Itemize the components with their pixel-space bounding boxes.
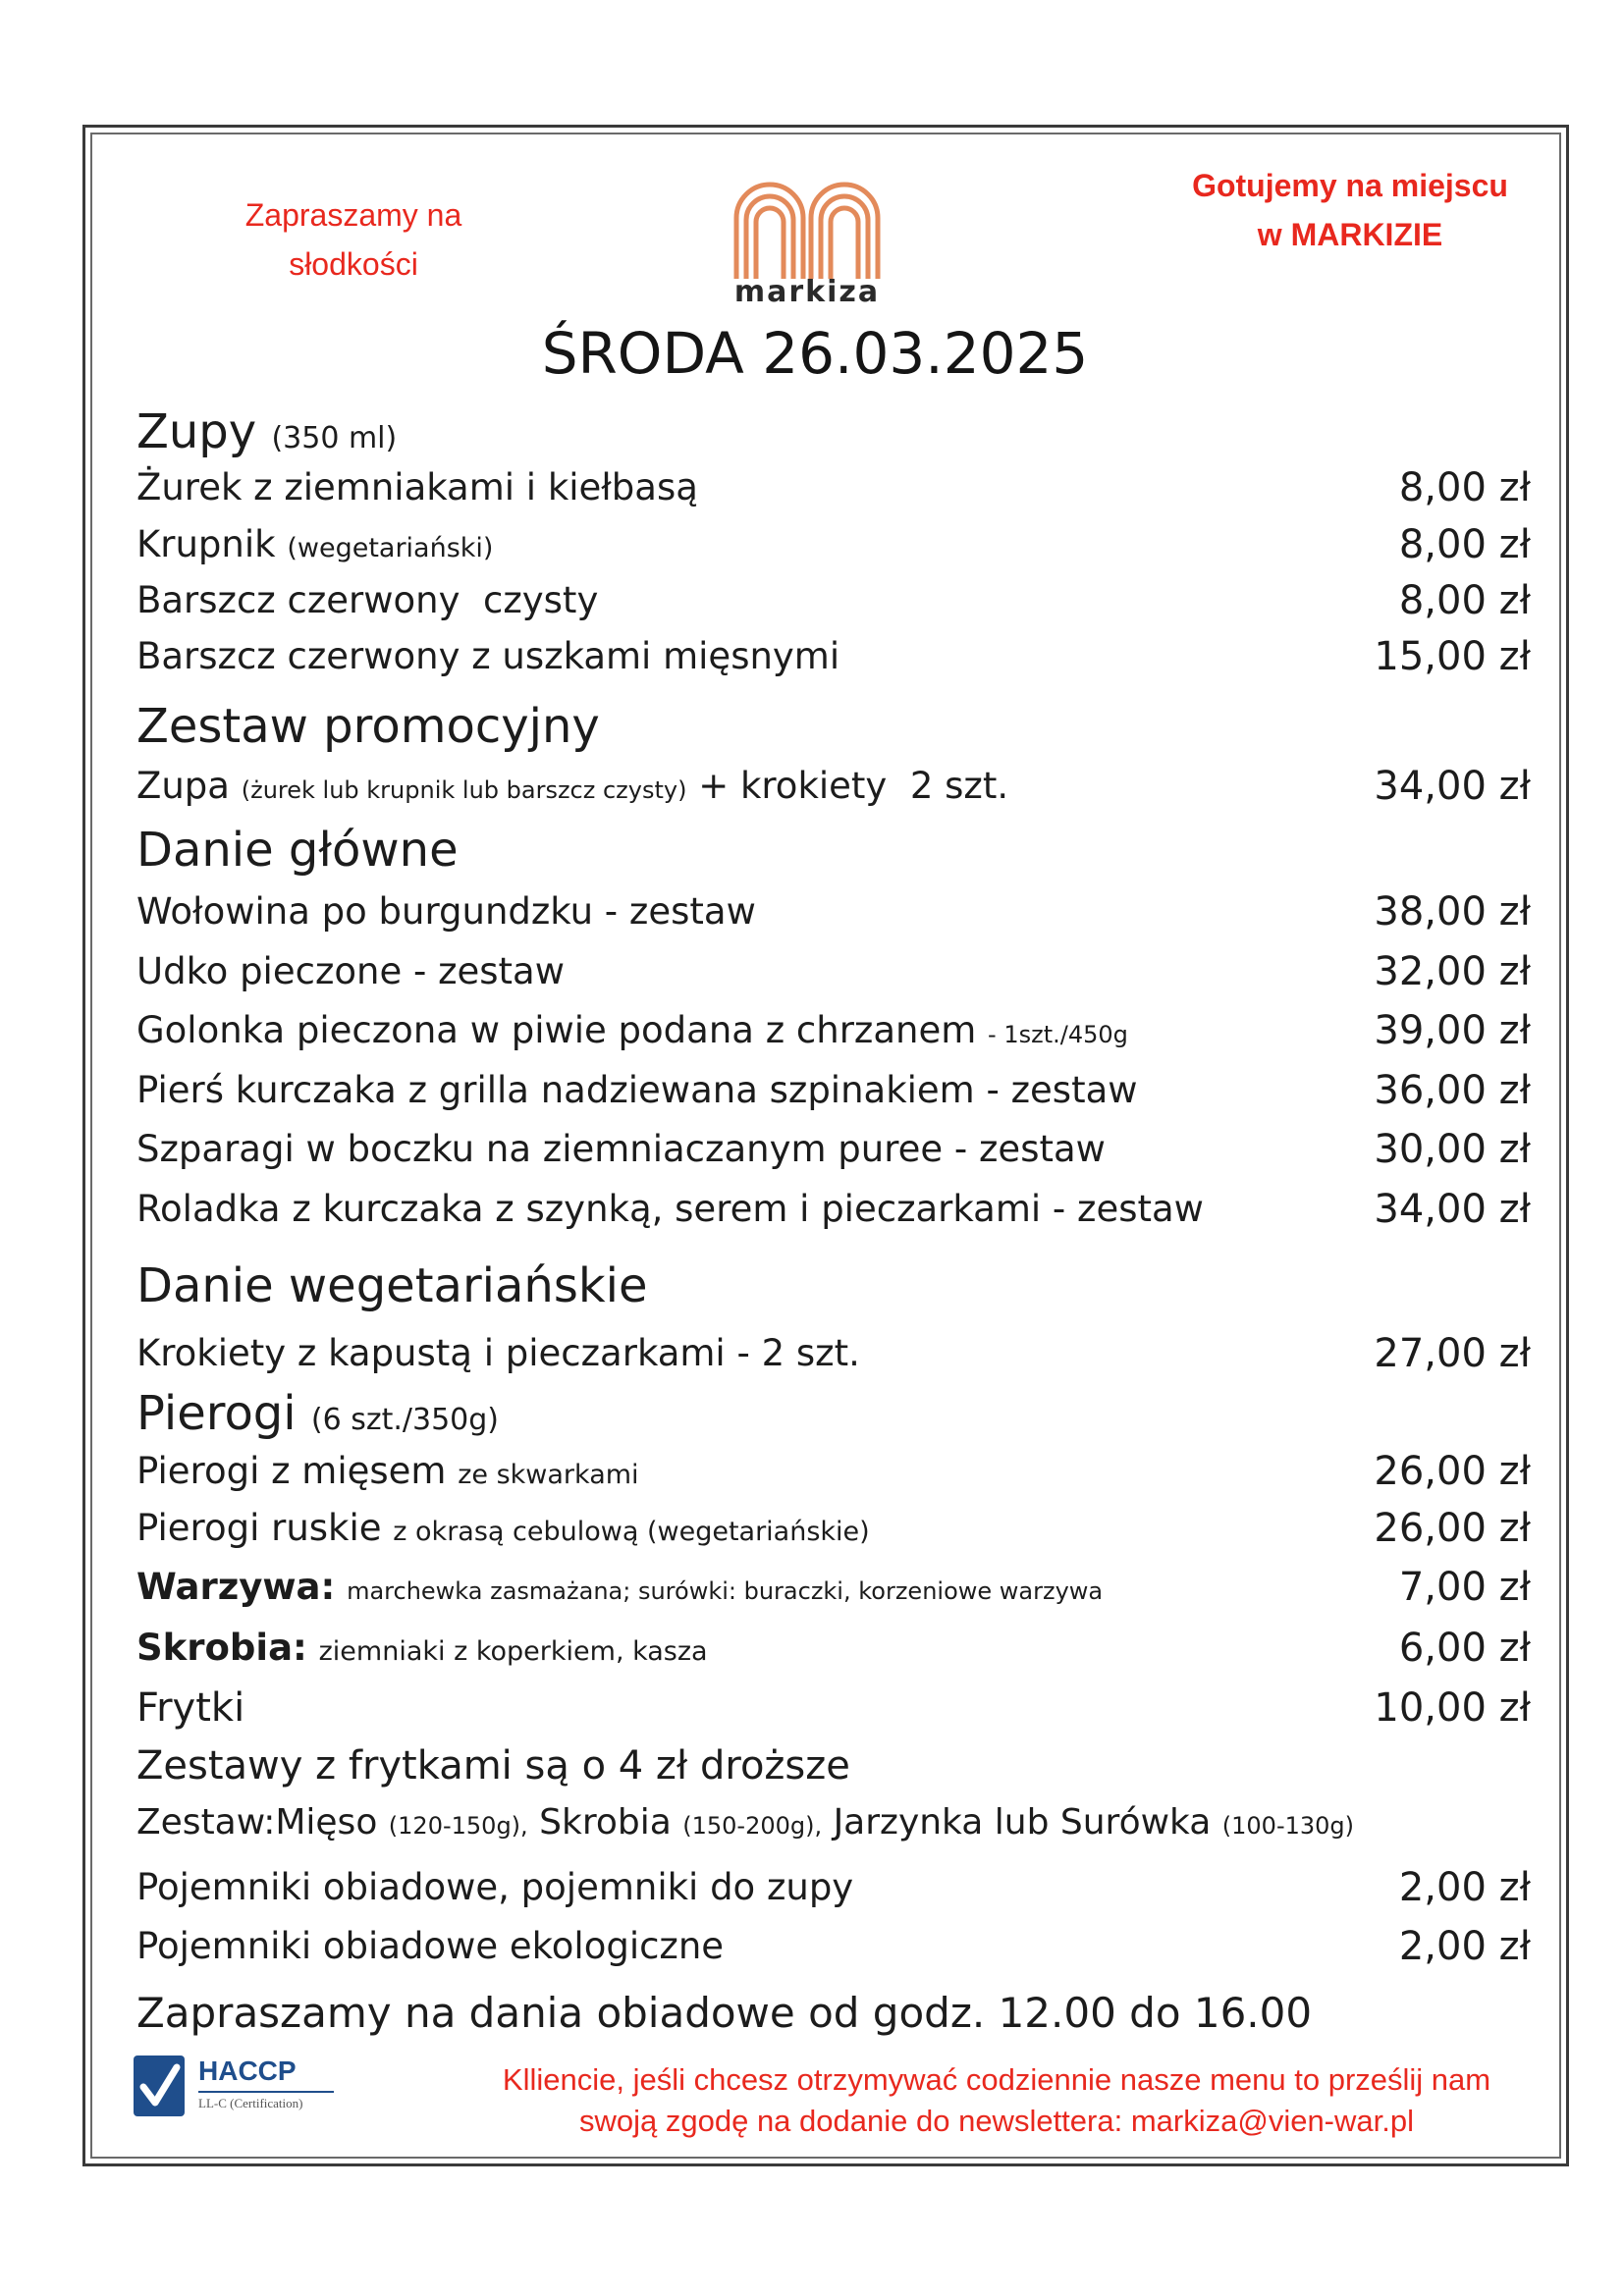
haccp-check-icon <box>134 2056 185 2116</box>
item-note: z okrasą cebulową (wegetariańskie) <box>393 1517 870 1547</box>
menu-row <box>136 887 1531 936</box>
newsletter-note <box>432 2059 1561 2142</box>
item-name: Szparagi w boczku na ziemniaczanym puree - zestaw <box>136 1128 1106 1170</box>
soups-heading: Zupy <box>136 404 257 459</box>
starch-label: Skrobia: <box>136 1627 307 1669</box>
sweets-invite-line1: Zapraszamy na <box>244 197 462 233</box>
menu-row <box>136 1863 1531 1912</box>
cooking-onsite-line2: w MARKIZIE <box>1257 217 1443 252</box>
pierogi-heading: Pierogi <box>136 1386 297 1441</box>
item-price: 2,00 zł <box>1398 1924 1531 1969</box>
newsletter-line1: Klliencie, jeśli chcesz otrzymywać codziennie nasze menu to prześlij nam <box>502 2062 1491 2097</box>
item-name <box>136 520 493 573</box>
item-name: Pojemniki obiadowe, pojemniki do zupy <box>136 1866 854 1908</box>
menu-row <box>136 1624 1531 1673</box>
item-name: Udko pieczone - zestaw <box>136 950 565 992</box>
item-name-text: Pierogi ruskie <box>136 1507 382 1549</box>
item-name: Barszcz czerwony z uszkami mięsnymi <box>136 635 840 677</box>
item-note: - 1szt./450g <box>988 1021 1128 1048</box>
haccp-badge <box>134 2052 340 2120</box>
menu-date: ŚRODA 26.03.2025 <box>541 320 1089 387</box>
item-price: 36,00 zł <box>1374 1068 1531 1113</box>
logo-wordmark: markiza <box>733 275 881 309</box>
section-promo-title: Zestaw promocyjny <box>136 699 600 754</box>
menu-row <box>136 1563 1531 1612</box>
haccp-divider <box>198 2091 334 2093</box>
haccp-subtitle: LL-C (Certification) <box>198 2096 303 2110</box>
item-name: Pojemniki obiadowe ekologiczne <box>136 1925 725 1967</box>
lunch-hours-note: Zapraszamy na dania obiadowe od godz. 12.00 do 16.00 <box>136 1989 1313 2037</box>
item-price: 38,00 zł <box>1374 889 1531 934</box>
item-note: ziemniaki z koperkiem, kasza <box>318 1636 708 1667</box>
item-price: 32,00 zł <box>1374 949 1531 994</box>
item-name <box>136 762 1008 815</box>
menu-row <box>136 1922 1531 1971</box>
menu-row <box>136 1185 1531 1234</box>
item-name: Żurek z ziemniakami i kiełbasą <box>136 466 698 508</box>
item-name <box>136 1563 1103 1616</box>
item-name-text: Pierogi z mięsem <box>136 1450 447 1492</box>
soups-portion: (350 ml) <box>271 421 398 455</box>
item-name: Barszcz czerwony czysty <box>136 579 599 621</box>
cooking-onsite-line1: Gotujemy na miejscu <box>1192 168 1508 203</box>
menu-row <box>136 463 1531 512</box>
item-price: 26,00 zł <box>1374 1449 1531 1494</box>
item-name-text: Krupnik <box>136 523 276 565</box>
menu-row <box>136 576 1531 625</box>
menu-row <box>136 1741 1531 1790</box>
item-price: 10,00 zł <box>1374 1685 1531 1731</box>
set-starch-weight: (150-200g), <box>682 1812 823 1840</box>
item-name: Krokiety z kapustą i pieczarkami - 2 szt. <box>136 1332 860 1374</box>
item-price: 39,00 zł <box>1374 1008 1531 1053</box>
newsletter-line2: swoją zgodę na dodanie do newslettera: markiza@vien-war.pl <box>579 2104 1414 2138</box>
item-name: Pierś kurczaka z grilla nadziewana szpinakiem - zestaw <box>136 1069 1138 1111</box>
item-name <box>136 1624 708 1677</box>
item-name <box>136 1006 1128 1059</box>
item-price: 15,00 zł <box>1374 634 1531 679</box>
menu-row <box>136 1504 1531 1553</box>
item-price: 34,00 zł <box>1374 764 1531 809</box>
item-name: Roladka z kurczaka z szynką, serem i pieczarkami - zestaw <box>136 1188 1204 1230</box>
set-meat-weight: (120-150g), <box>388 1812 528 1840</box>
cooking-onsite-note <box>1154 161 1546 259</box>
section-mains-title: Danie główne <box>136 823 459 878</box>
menu-row <box>136 1066 1531 1115</box>
item-name-text: Golonka pieczona w piwie podana z chrzanem <box>136 1009 977 1051</box>
set-starch: Skrobia <box>539 1802 672 1842</box>
sweets-invite-line2: słodkości <box>289 246 418 282</box>
item-name: Frytki <box>136 1685 245 1731</box>
item-price: 8,00 zł <box>1398 522 1531 567</box>
menu-row <box>136 762 1531 811</box>
item-name-part-b: + krokiety 2 szt. <box>698 765 1009 807</box>
menu-row <box>136 632 1531 681</box>
section-pierogi-title <box>136 1384 499 1450</box>
item-price: 34,00 zł <box>1374 1187 1531 1232</box>
item-price: 8,00 zł <box>1398 465 1531 510</box>
item-note: (żurek lub krupnik lub barszcz czysty) <box>241 776 687 804</box>
item-price: 7,00 zł <box>1398 1565 1531 1610</box>
item-price: 27,00 zł <box>1374 1331 1531 1376</box>
menu-row <box>136 1447 1531 1496</box>
section-soups-title <box>136 402 397 468</box>
item-price: 6,00 zł <box>1398 1626 1531 1671</box>
item-note: marchewka zasmażana; surówki: buraczki, korzeniowe warzywa <box>347 1577 1104 1605</box>
menu-row <box>136 1006 1531 1055</box>
fries-surcharge-note: Zestawy z frytkami są o 4 zł droższe <box>136 1743 850 1789</box>
haccp-title: HACCP <box>198 2056 297 2086</box>
markiza-logo-icon <box>731 169 884 279</box>
set-composition-line <box>136 1798 1531 1847</box>
pierogi-portion: (6 szt./350g) <box>310 1403 499 1437</box>
item-name: Wołowina po burgundzku - zestaw <box>136 890 756 933</box>
item-name-part-a: Zupa <box>136 765 230 807</box>
item-price: 26,00 zł <box>1374 1506 1531 1551</box>
item-price: 8,00 zł <box>1398 578 1531 623</box>
item-name <box>136 1447 639 1500</box>
item-note: (wegetariański) <box>287 533 494 563</box>
sweets-invite-note <box>206 190 501 289</box>
menu-row <box>136 1125 1531 1174</box>
item-name <box>136 1504 870 1557</box>
menu-row <box>136 1683 1531 1733</box>
set-veg: Jarzynka lub Surówka <box>833 1802 1212 1842</box>
section-vegetarian-title: Danie wegetariańskie <box>136 1258 648 1313</box>
item-price: 30,00 zł <box>1374 1127 1531 1172</box>
set-meat: Zestaw:Mięso <box>136 1802 378 1842</box>
item-note: ze skwarkami <box>458 1460 639 1490</box>
menu-row <box>136 520 1531 569</box>
item-name <box>136 1798 1354 1850</box>
menu-row <box>136 1329 1531 1378</box>
menu-row <box>136 947 1531 996</box>
set-veg-weight: (100-130g) <box>1221 1812 1355 1840</box>
vegetables-label: Warzywa: <box>136 1566 336 1608</box>
item-price: 2,00 zł <box>1398 1865 1531 1910</box>
